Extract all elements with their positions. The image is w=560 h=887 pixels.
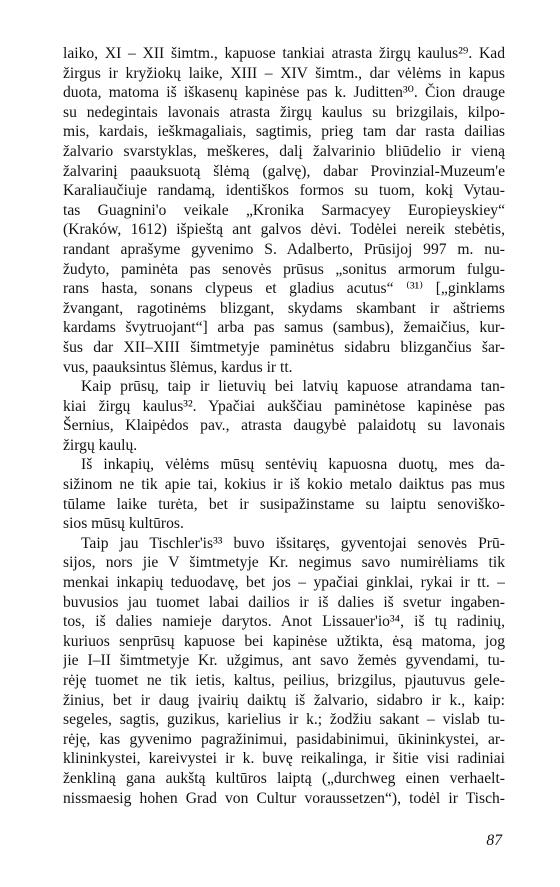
text-line: sios mūsų kultūros.: [63, 515, 184, 533]
text-line: žirgų kaulų.: [63, 436, 138, 454]
text-line: su nedegintais lavonais atrasta žirgų kaulus su brizgilais, kilpo-: [63, 103, 505, 121]
text-line: kuriuos senprūsų kapuose bei kapinėse užtikta, ėsą matoma, jog: [63, 632, 505, 650]
page-number: 87: [486, 832, 502, 849]
text-line: žalvarinį paauksuotą šlėmą (galvę), dabar Provinzial-Muzeum'e: [63, 162, 505, 180]
text-line: sižinom ne tik apie tai, kokius ir iš kokio metalo daiktus pas mus: [63, 476, 505, 494]
text-line: laiko, XI – XII šimtm., kapuose tankiai atrasta žirgų kaulus²⁹. Kad: [63, 45, 505, 62]
text-line: Kaip prūsų, taip ir lietuvių bei latvių kapuose atrandama tan-: [81, 378, 505, 396]
text-line: tos, iš dalies namieje darytos. Anot Lissauer'io³⁴, iš tų radinių,: [63, 613, 505, 631]
text-line: vus, paauksintus šlėmus, kardus ir tt.: [63, 358, 293, 376]
text-line: mis, kardais, ieškmagaliais, sagtimis, prieg tam dar rasta dailias: [63, 123, 505, 141]
text-line: Karaliaučiuje randamą, identiškos formos su tuom, kokį Vytau-: [63, 182, 505, 200]
text-line: menkai inkapių teduodavę, bet jos – ypačiai ginklai, rykai ir tt. –: [63, 574, 505, 592]
text-line: ženkliną gana aukštą kultūros laiptą („durchweg einen verhaelt-: [63, 769, 505, 787]
text-line: šus dar XII–XIII šimtmetyje paminėtus sidabru blizgančius šar-: [63, 338, 505, 356]
text-line: kardams švytruojant“] arba pas samus (sambus), žemaičius, kur-: [63, 319, 505, 337]
text-line: tas Guagnini'o veikale „Kronika Sarmacyey Europieyskiey“: [63, 201, 505, 219]
text-line: Šernius, Klaipėdos pav., atrasta daugybė palaidotų su lavonais: [63, 417, 505, 435]
text-line: sijos, nors jie V šimtmetyje Kr. negimus savo numirėliams tik: [63, 554, 505, 572]
text-line: kiai žirgų kaulus³². Ypačiai aukščiau paminėtose kapinėse pas: [63, 397, 505, 415]
text-line: rėję, kas gyvenimo pagražinimui, pasidabinimui, ūkininkystei, ar-: [63, 730, 505, 748]
text-line: klininkystei, kareivystei ir k. buvę reikalinga, ir šitie visi radiniai: [63, 750, 505, 768]
body-text: [63, 44, 505, 808]
text-line: jie I–II šimtmetyje Kr. užgimus, ant savo žemės gyvendami, tu-: [63, 652, 505, 670]
text-line: rėję tuomet ne tik ietis, kaltus, peilius, brizgilus, pjautuvus gele-: [63, 672, 505, 689]
text-line: rans hasta, sonans clypeus et gladius acutus“ ⁽³¹⁾ [„ginklams: [63, 280, 505, 298]
text-line: Taip jau Tischler'is³³ buvo išsitaręs, gyventojai senovės Prū-: [81, 534, 505, 552]
text-line: duota, matoma iš iškasenų kapinėse pas k. Juditten³⁰. Čion drauge: [63, 84, 505, 102]
text-line: (Kraków, 1612) išpieštą ant galvos dėvi. Todėlei nereik stebėtis,: [63, 221, 505, 239]
text-line: žinius, bet ir daug įvairių daiktų iš žalvario, sidabro ir k., kaip:: [63, 691, 505, 709]
text-line: žirgus ir kryžiokų laike, XIII – XIV šimtm., dar vėlėms in kapus: [63, 64, 505, 82]
text-line: nissmaesig hohen Grad von Cultur voraussetzen“), todėl ir Tisch-: [63, 789, 505, 807]
text-line: žalvario svarstyklas, meškeres, dalį žalvarinio bliūdelio ir vieną: [63, 142, 505, 160]
text-line: segeles, sagtis, guzikus, karielius ir k.; žodžiu sakant – vislab tu-: [63, 711, 505, 729]
text-line: Iš inkapių, vėlėms mūsų sentėvių kapuosna duotų, mes da-: [81, 456, 505, 474]
text-line: buvusios jau tuomet labai dailios ir iš dalies iš svetur ingaben-: [63, 593, 505, 611]
text-line: tūlame laike turėta, bet ir susipažinstame su laiptu senoviško-: [63, 495, 505, 513]
text-line: randant aprašyme gyvenimo S. Adalberto, Prūsijoj 997 m. nu-: [63, 240, 505, 258]
text-line: žudyto, paminėta pas senovės prūsus „sonitus armorum fulgu-: [63, 260, 505, 278]
text-line: žvangant, ragotinėms blizgant, skydams skambant ir aštriems: [63, 299, 505, 317]
